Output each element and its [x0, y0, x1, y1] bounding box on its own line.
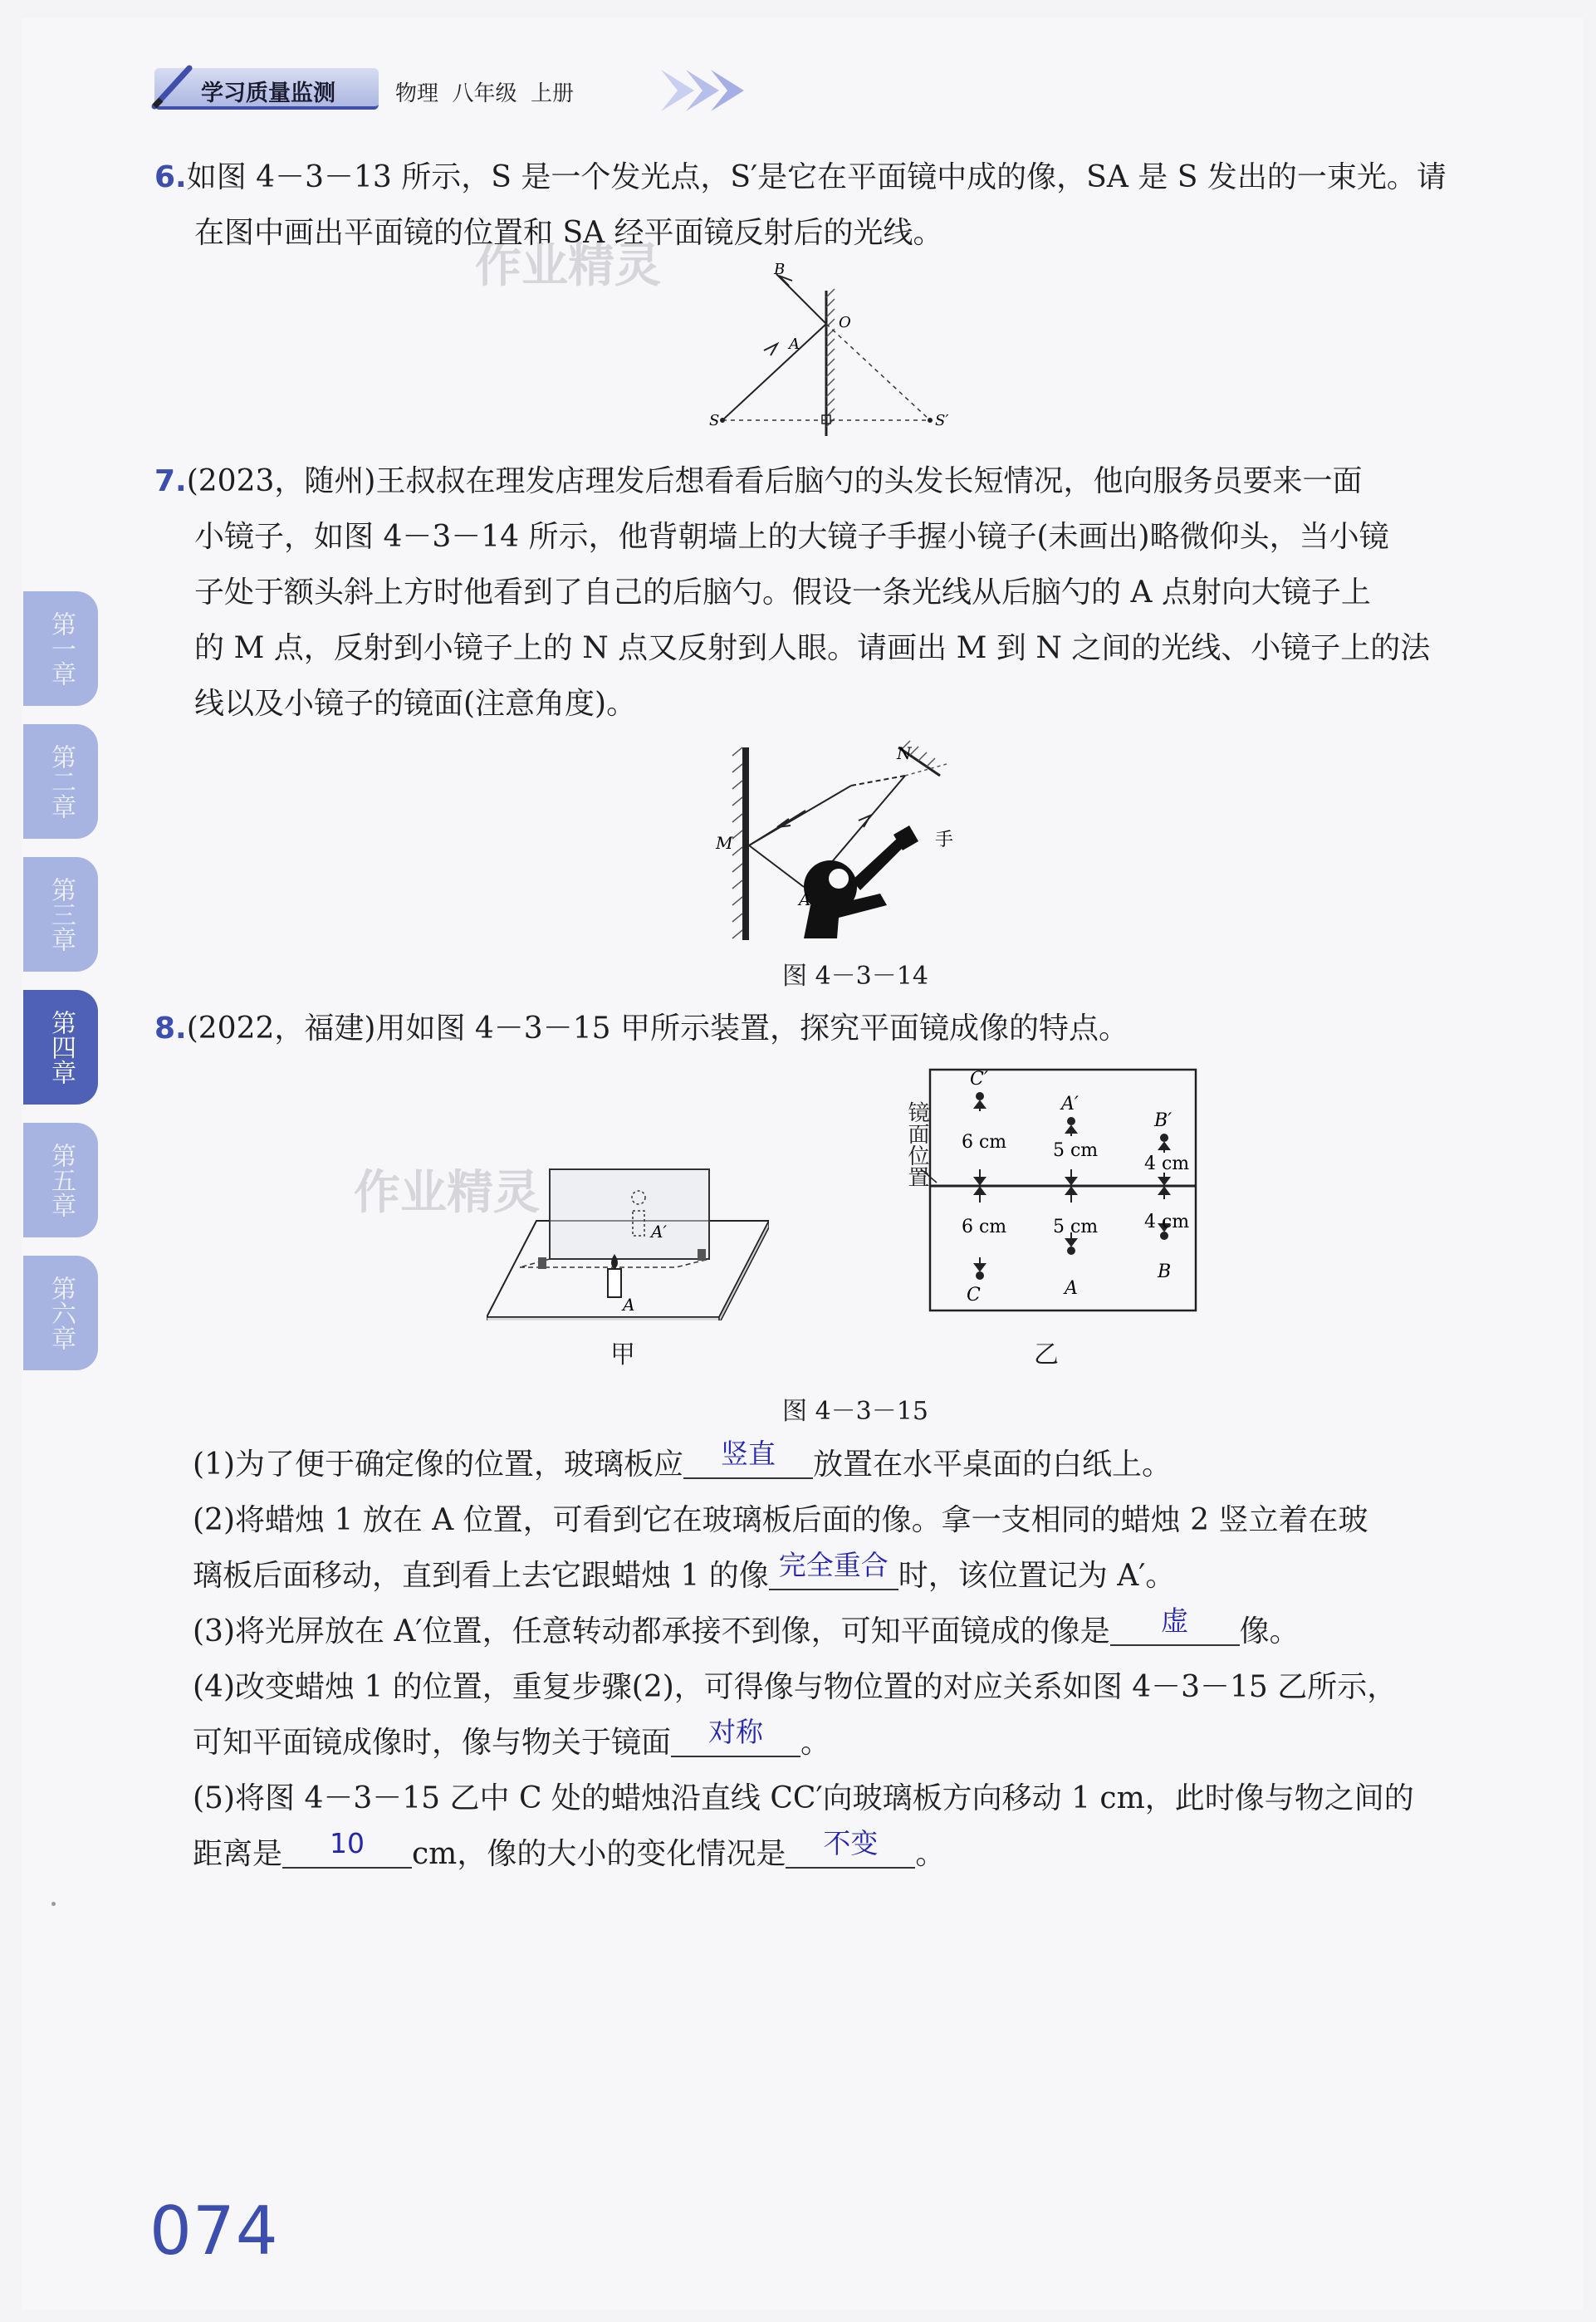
question-7 [154, 453, 1500, 732]
tab-chapter-1[interactable]: 第一章 [23, 591, 98, 706]
part-text: 像。 [1239, 1614, 1300, 1648]
answer-blank[interactable] [282, 1827, 412, 1869]
watermark: 作业精灵 [354, 1166, 540, 1220]
label-a-prime: A′ [1061, 1094, 1079, 1114]
chevron-right-icon [653, 61, 769, 120]
label-c-prime: C′ [970, 1069, 988, 1090]
part-4-cont [193, 1715, 1505, 1771]
question-text: 线以及小镜子的镜面(注意角度)。 [194, 687, 637, 721]
question-text: 小镜子，如图 4－3－14 所示，他背朝墙上的大镜子手握小镜子(未画出)略微仰头，当小镜 [194, 520, 1389, 554]
figure-label-jia: 甲 [610, 1340, 635, 1369]
label-m: M [716, 833, 733, 853]
label-o: O [839, 314, 851, 331]
question-number: 6. [154, 160, 187, 194]
label-a: A [789, 336, 800, 353]
label-s: S [709, 412, 720, 429]
answer-text: 对称 [708, 1716, 764, 1748]
question-text: 在图中画出平面镜的位置和 SA 经平面镜反射后的光线。 [194, 216, 943, 250]
question-8-parts [193, 1437, 1505, 1882]
subject-line: 物理 八年级 上册 [395, 81, 575, 106]
figure-caption: 图 4－3－15 [782, 1397, 928, 1426]
page-header [154, 60, 786, 118]
answer-blank[interactable] [769, 1549, 898, 1590]
page-number: 074 [149, 2192, 279, 2270]
distance-b-bottom: 4 cm [1144, 1212, 1190, 1232]
distance-b-top: 4 cm [1144, 1154, 1190, 1174]
part-text: cm，像的大小的变化情况是 [412, 1837, 786, 1871]
answer-text: 不变 [823, 1827, 879, 1859]
question-6 [154, 149, 1500, 261]
label-s-prime: S′ [935, 412, 949, 429]
part-text: 时，该位置记为 A′。 [898, 1559, 1176, 1593]
part-text: (5)将图 4－3－15 乙中 C 处的蜡烛沿直线 CC′向玻璃板方向移动 1 cm，此时像与物之间的 [193, 1781, 1414, 1815]
speck [51, 1902, 56, 1906]
tab-chapter-2[interactable]: 第二章 [23, 724, 98, 839]
watermark: 作业精灵 [475, 239, 661, 293]
part-3 [193, 1604, 1505, 1659]
part-text: (4)改变蜡烛 1 的位置，重复步骤(2)，可得像与物位置的对应关系如图 4－3－15 乙所示， [193, 1670, 1398, 1704]
label-a: A [799, 889, 811, 909]
tab-chapter-5[interactable]: 第五章 [23, 1123, 98, 1237]
figure-caption: 图 4－3－14 [782, 962, 928, 991]
question-8 [154, 1001, 1500, 1056]
distance-c-bottom: 6 cm [962, 1217, 1007, 1237]
part-2-cont [193, 1548, 1505, 1604]
label-hand: 手 [935, 830, 954, 850]
question-number: 7. [154, 464, 187, 498]
answer-text: 10 [330, 1827, 365, 1859]
part-text: 。 [800, 1726, 831, 1760]
book-title: 学习质量监测 [201, 81, 335, 106]
figure-4-3-13 [698, 257, 963, 440]
label-n: N [897, 743, 912, 763]
part-text: 放置在水平桌面的白纸上。 [813, 1448, 1173, 1482]
pen-icon [149, 61, 199, 111]
part-1 [193, 1437, 1505, 1492]
distance-c-top: 6 cm [962, 1132, 1007, 1153]
question-text: (2023，随州)王叔叔在理发店理发后想看看后脑勺的头发长短情况，他向服务员要来一面 [186, 464, 1363, 498]
label-b: B [774, 261, 786, 278]
label-b: B [1158, 1261, 1172, 1282]
tab-chapter-6[interactable]: 第六章 [23, 1256, 98, 1370]
question-text: (2022，福建)用如图 4－3－15 甲所示装置，探究平面镜成像的特点。 [186, 1012, 1128, 1046]
answer-blank[interactable] [1110, 1604, 1240, 1646]
figure-4-3-15-yi [922, 1066, 1204, 1315]
answer-blank[interactable] [671, 1716, 800, 1757]
label-a: A [623, 1295, 635, 1315]
label-a-prime: A′ [651, 1222, 667, 1242]
tab-chapter-3[interactable]: 第三章 [23, 857, 98, 972]
label-b-prime: B′ [1154, 1110, 1173, 1131]
distance-a-top: 5 cm [1053, 1140, 1099, 1161]
label-c: C [967, 1285, 981, 1306]
question-text: 子处于额头斜上方时他看到了自己的后脑勺。假设一条光线从后脑勺的 A 点射向大镜子上 [194, 576, 1371, 610]
distance-a-bottom: 5 cm [1053, 1217, 1099, 1237]
answer-text: 虚 [1161, 1604, 1189, 1637]
part-text: 璃板后面移动，直到看上去它跟蜡烛 1 的像 [193, 1559, 769, 1593]
answer-blank[interactable] [683, 1438, 813, 1479]
part-text: 。 [915, 1837, 946, 1871]
part-text: (1)为了便于确定像的位置，玻璃板应 [193, 1448, 683, 1482]
question-text: 如图 4－3－13 所示，S 是一个发光点，S′是它在平面镜中成的像，SA 是 S 发出的一束光。请 [186, 160, 1447, 194]
answer-text: 完全重合 [778, 1549, 889, 1581]
question-text: 的 M 点，反射到小镜子上的 N 点又反射到人眼。请画出 M 到 N 之间的光线、小镜子上的法 [194, 631, 1431, 665]
part-text: (2)将蜡烛 1 放在 A 位置，可看到它在玻璃板后面的像。拿一支相同的蜡烛 2 竖立着在玻 [193, 1503, 1368, 1537]
label-a: A [1065, 1278, 1078, 1299]
question-number: 8. [154, 1012, 187, 1046]
mirror-position-label: 镜面位置 [904, 1101, 929, 1188]
tab-chapter-4[interactable]: 第四章 [23, 990, 98, 1105]
part-text: 可知平面镜成像时，像与物关于镜面 [193, 1726, 672, 1760]
figure-4-3-15-jia [487, 1163, 769, 1320]
part-text: 距离是 [193, 1837, 283, 1871]
part-text: (3)将光屏放在 A′位置，任意转动都承接不到像，可知平面镜成的像是 [193, 1614, 1110, 1648]
figure-label-yi: 乙 [1034, 1340, 1059, 1369]
answer-text: 竖直 [721, 1438, 776, 1470]
answer-blank[interactable] [786, 1827, 915, 1869]
part-4 [193, 1659, 1505, 1715]
part-5-cont [193, 1826, 1505, 1882]
figure-4-3-14 [706, 739, 988, 947]
